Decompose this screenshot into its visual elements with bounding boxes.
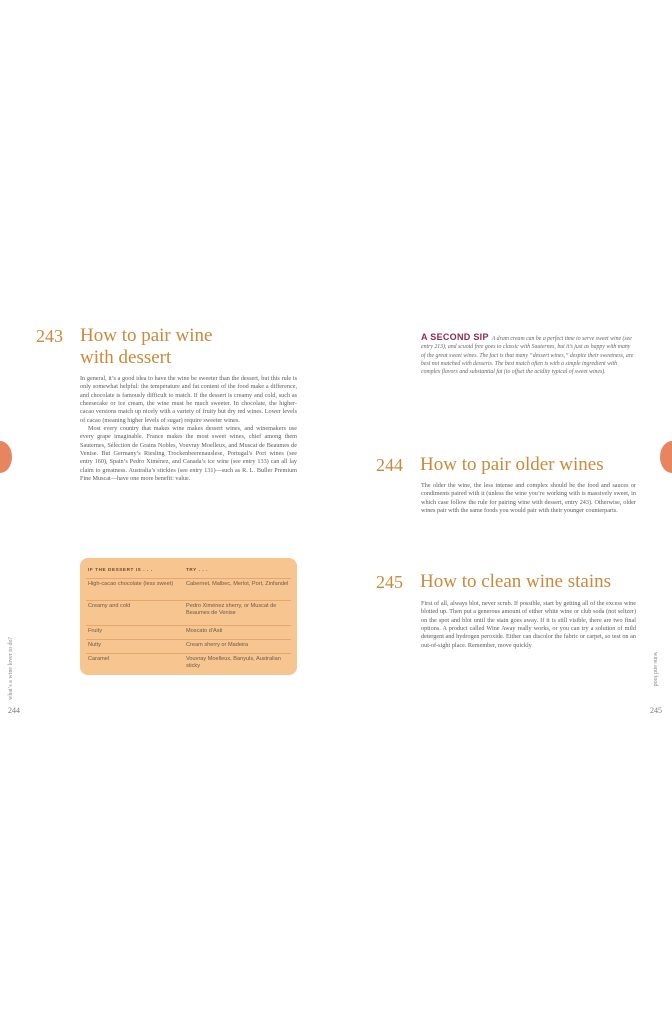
table-cell-try: Cabernet, Malbec, Merlot, Port, Zinfandel [186, 581, 289, 587]
section-243-heading [36, 325, 212, 369]
section-245-body [421, 600, 636, 650]
table-row [86, 653, 291, 672]
section-243-paragraph-1: In general, it’s a good idea to have the wine be sweeter than the dessert, but this rule is only somewhat helpful: the temperature and fat content of the food make a difference, and chocolate is famously difficult to match. If the dessert is creamy and cold, such as cheesecake or ice cream, the wine must be much sweeter. In chocolate, the higher-cacao versions match up nicely with a variety of fruity but dry red wines. Lower levels of cacao (meaning higher levels of sugar) require sweeter wines. [80, 375, 297, 424]
right-running-head: wine and food [652, 652, 658, 687]
left-folio: 244 [8, 706, 20, 715]
table-row [86, 600, 291, 623]
table-cell-dessert: Caramel [88, 656, 110, 662]
table-cell-try: Pedro Ximénez sherry, or Muscat de Beaumes de Venise [186, 603, 277, 616]
section-243-title [80, 325, 212, 369]
section-244-heading [376, 454, 604, 476]
section-245-paragraph: First of all, always blot, never scrub. If possible, start by getting all of the excess wine blotted up. Then put a generous amount of either white wine or club soda (not seltzer) on the spot and blot until the stain goes away. If it is still visible, there are two final options. A product called Wine Away really works, or you can try a solution of mild detergent and hydrogen peroxide. Either can discolor the fabric or carpet, so test on an out-of-sight place. Remember, move quickly [421, 600, 636, 649]
table-row [86, 578, 291, 599]
section-245-title: How to clean wine stains [420, 571, 612, 592]
dessert-pairing-table [80, 558, 297, 675]
right-folio: 245 [650, 706, 662, 715]
second-sip-sidebar [421, 333, 636, 376]
table-cell-dessert: High-cacao chocolate (less sweet) [88, 581, 174, 587]
section-244-paragraph: The older the wine, the less intense and complex should be the food and sauces or condiments paired with it (unless the wine you’re working with is massively sweet, in which case follow the rule for pairing wine with dessert, entry 243). Otherwise, older wines pair with the same foods you would pair with their younger counterparts. [421, 482, 636, 515]
section-245-number: 245 [376, 572, 403, 592]
table-cell-try: Cream sherry or Madeira [186, 642, 249, 648]
table-cell-dessert: Fruity [88, 628, 102, 634]
table-head-dessert: IF THE DESSERT IS . . . [88, 567, 153, 572]
table-cell-try: Vouvray Moelleux, Banyuls, Australian sticky [186, 656, 281, 669]
section-243-number: 243 [36, 326, 63, 346]
second-sip-label: A SECOND SIP [421, 332, 489, 342]
table-head-try: TRY . . . [186, 567, 208, 572]
section-243-body [80, 375, 297, 483]
table-row [86, 639, 291, 652]
left-edge-tab [0, 441, 12, 473]
second-sip-text: A dram cream can be a perfect time to serve sweet wine (see entry 213), and scuotd free goes to classic with Sauternes, but it’s just as happy with many of the great sweet wines. The fact is that many “dessert wines,” despite their sweetness, are best not matched with desserts. The best match often is with a simple ingredient with complex flavors and substantial fat (to offset the acidity typical of sweet wines). [421, 336, 634, 376]
right-edge-tab [660, 441, 672, 473]
section-245-heading [376, 571, 611, 593]
table-cell-try: Moscato d’Asti [186, 628, 223, 634]
section-243-paragraph-2: Most every country that makes wine makes dessert wines, and winemakers use every grape imaginable. France makes the most sweet wines, chief among them Sauternes, Sélection de Grains Nobles, Vouvray Moelleux, and Muscat de Beaumes de Venise. But Germany’s Riesling Trockenbeerenauslese, Portugal’s Port wines (see entry 160), Spain’s Pedro Ximénez, and Canada’s ice wine (see entry 133) can all lay claim to greatness. Australia’s stickies (see entry 131)—such as R. L. Buller Premium Fine Muscat—have one more benefit: value. [80, 425, 297, 483]
left-running-head: what’s a wine lover to do? [8, 636, 14, 700]
table-cell-dessert: Nutty [88, 642, 102, 648]
section-243-title-line1: How to pair wine [80, 325, 213, 346]
section-244-body [421, 482, 636, 515]
table-cell-dessert: Creamy and cold [88, 603, 131, 609]
table-row [86, 625, 291, 638]
section-244-number: 244 [376, 455, 403, 475]
section-244-title: How to pair older wines [420, 454, 604, 475]
section-243-title-line2: with dessert [80, 347, 172, 368]
